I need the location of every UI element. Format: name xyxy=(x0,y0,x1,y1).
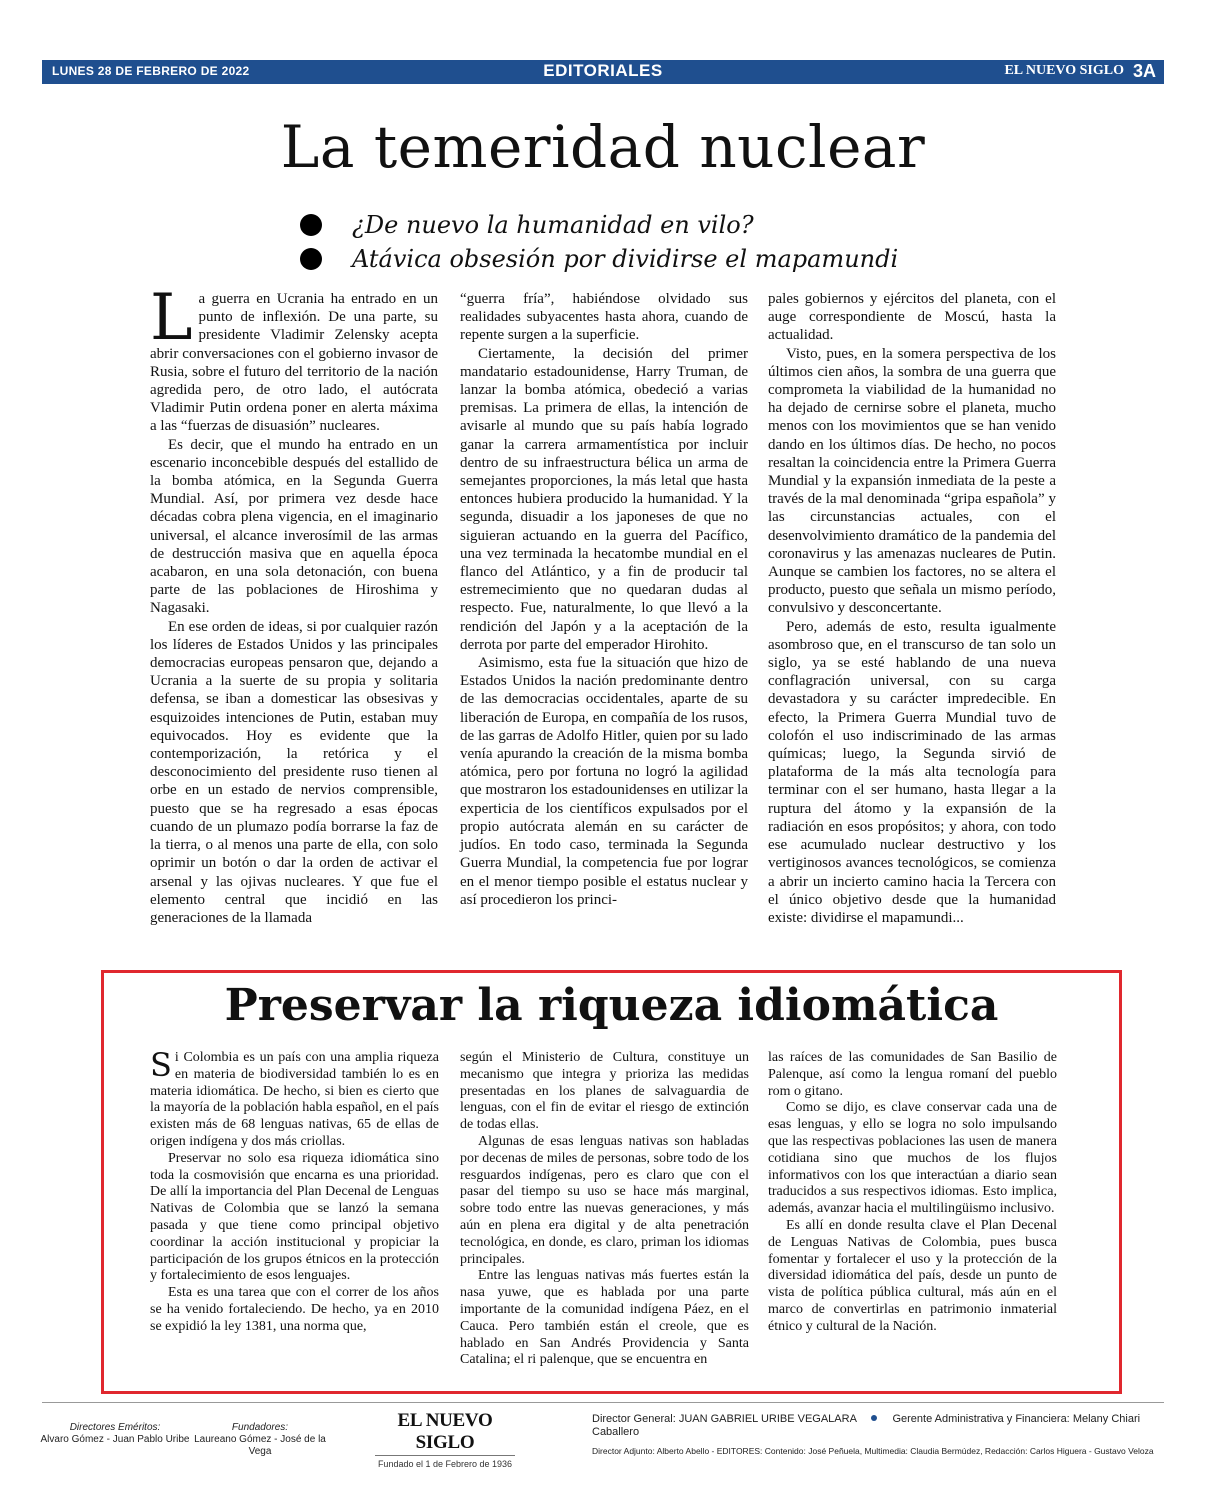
article2-column-1 xyxy=(150,1046,439,1336)
paragraph: según el Ministerio de Cultura, constituye un mecanismo que integra y prioriza las medidas presentadas en los planes de salvaguardia de lenguas, con el fin de evitar el riesgo de extinción de todas ellas. xyxy=(460,1050,749,1133)
subhead-row xyxy=(300,242,1000,276)
paragraph: “guerra fría”, habiéndose olvidado sus realidades subyacentes hasta ahora, cuando de repente surgen a la superficie. xyxy=(460,291,748,344)
bullet-dot-icon xyxy=(300,214,322,236)
paragraph: Ciertamente, la decisión del primer mandatario estadounidense, Harry Truman, de lanzar la bomba atómica, obedeció a varias premisas. La primera de ellas, la intención de avisarle al mundo que su país había logrado ganar la carrera armamentística por incluir dentro de su infraestructura bélica un arma de semejantes proporciones, la más letal que hasta entonces hubiera producido la humanidad. Y la segunda, disuadir a los japoneses de que no siguieran actuando en la guerra del Pacífico, una vez terminada la hecatombe mundial en el flanco del Atlántico, y a fin de producir tal estremecimiento que no quedaran dudas al respecto. Fue, naturalmente, lo que llevó a la rendición del Japón y a la aceptación de la derrota por parte del emperador Hirohito. xyxy=(460,345,748,653)
section-title: EDITORIALES xyxy=(543,61,663,80)
paragraph: Como se dijo, es clave conservar cada una de esas lenguas, y ello se logra no solo impulsando que las respectivas poblaciones las usen de manera cotidiana sino que muchos de los flujos informativos con los que interactúan a diario sean traducidos a sus respectivos idiomas. Esto implica, además, avanzar hacia el multilingüismo inclusivo. xyxy=(768,1100,1057,1217)
drop-cap: L xyxy=(150,281,193,355)
paragraph: Entre las lenguas nativas más fuertes están la nasa yuwe, que es hablada por una parte importante de la comunidad indígena Páez, en el Cauca. Pero también están el creole, que es hablado en San Andrés Providencia y Santa Catalina; el ri palenque, que se encuentra en xyxy=(460,1268,749,1368)
subhead-text: ¿De nuevo la humanidad en vilo? xyxy=(352,211,754,239)
founded-date: Fundado el 1 de Febrero de 1936 xyxy=(377,1459,513,1469)
gerente-name: Melany Chiari Caballero xyxy=(592,1413,1141,1438)
paragraph: Algunas de esas lenguas nativas son habladas por decenas de miles de personas, sobre todo de los resguardos indígenas, pero es claro que con el pasar del tiempo su uso se hace más marginal, sobre todo entre las nuevas generaciones, y más aún en plena era digital y de alta penetración tecnológica, en donde, es claro, priman los idiomas principales. xyxy=(460,1133,749,1267)
paragraph: Pero, además de esto, resulta igualmente asombroso que, en el transcurso de tan solo un siglo, ya se esté hablando de una nueva conflagración universal, con su carga devastadora y su carácter impredecible. En efecto, la Primera Guerra Mundial tuvo de colofón el uso indiscriminado de las armas químicas; luego, la Segunda sirvió de plataforma de la más alta tecnología para terminar con el ser humano, hasta llegar a la ruptura del átomo y la expansión de la radiación en esos propósitos; y ahora, con todo ese acumulado nuclear destructivo y los vertiginosos avances tecnológicos, se comienza a abrir un incierto camino hacia la Tercera con el único objetivo desde que la humanidad existe: dividirse el mapamundi... xyxy=(768,618,1056,926)
article2-column-2 xyxy=(460,1050,749,1369)
paragraph: Es decir, que el mundo ha entrado en un escenario inconcebible después del estallido de la bomba atómica, en la Segunda Guerra Mundial. Así, por primera vez desde hace décadas cobra plena vigencia, en el imaginario universal, el alcance inverosímil de las armas de destrucción masiva que en aquella época acabaron, en una sola detonación, con buena parte de las poblaciones de Hiroshima y Nagasaki. xyxy=(150,436,438,617)
paragraph: las raíces de las comunidades de San Basilio de Palenque, así como la lengua romaní del pueblo rom o gitano. xyxy=(768,1050,1057,1099)
subhead-text: Atávica obsesión por dividirse el mapamundi xyxy=(352,245,899,273)
article1-column-3 xyxy=(768,290,1056,927)
article2-column-3 xyxy=(768,1050,1057,1336)
paragraph: Si Colombia es un país con una amplia riqueza en materia de biodiversidad también lo es en materia idiomática. De hecho, si bien es cierto que la mayoría de la población habla español, en el país existen más de 68 lenguas nativas, 65 de ellas de origen indígena y dos más criollas. xyxy=(150,1046,439,1149)
paragraph: Asimismo, esta fue la situación que hizo de Estados Unidos la nación predominante dentro de las democracias occidentales, aparte de su liberación de Europa, en compañía de los rusos, de las garras de Adolfo Hitler, quien por su lado venía apurando la creación de la misma bomba atómica, pero por fortuna no logró la agilidad que mostraron los estadounidenses en utilizar la experticia de los científicos expulsados por el propio autócrata alemán en su carácter de judíos. En todo caso, terminada la Segunda Guerra Mundial, la competencia fue por lograr en el menor tiempo posible el estatus nuclear y así procedieron los princi- xyxy=(460,655,748,908)
fundadores: Fundadores: Laureano Gómez - José de la Vega xyxy=(194,1422,326,1457)
paragraph: Visto, pues, en la somera perspectiva de los últimos cien años, la sombra de una guerra que comprometa la viabilidad de la humanidad no ha dejado de cernirse sobre el planeta, mucho menos con los movimientos que se han venido dando en los últimos días. De hecho, no pocos resaltan la coincidencia entre la Primera Guerra Mundial y la expansión inmediata de la peste a través de la mal denominada “gripa española” y las circunstancias actuales, con el desenvolvimiento dramático de la pandemia del coronavirus y las amenazas nucleares de Putin. Aunque se cambien los factores, no se altera el producto, puesto que señala un mismo período, convulsivo y desconcertante. xyxy=(768,345,1056,617)
article1-column-1 xyxy=(150,281,438,927)
paragraph: En ese orden de ideas, si por cualquier razón los líderes de Estados Unidos y las principales democracias europeas pensaron que, dejando a Ucrania a la suerte de su propia y solitaria defensa, se iban a domesticar las obsesivas y esquizoides intenciones de Putin, estaban muy equivocados. Hoy es evidente que la contemporización, la retórica y el desconocimiento del presidente ruso tienen al orbe en un estado de nervios comprensible, puesto que se ha regresado a esas épocas cuando de un plumazo podía borrarse la faz de la tierra, o al menos una parte de ella, con solo oprimir un botón o dar la orden de activar el arsenal y las ojivas nucleares. Y que fue el elemento central que incidió en las generaciones de la llamada xyxy=(150,618,438,926)
gerente-label: Gerente Administrativa y Financiera: xyxy=(892,1413,1070,1425)
director-label: Director General: xyxy=(592,1413,676,1425)
page-number: 3A xyxy=(1132,61,1156,81)
article1-headline: La temeridad nuclear xyxy=(280,113,926,181)
article1-subheads xyxy=(300,208,1000,276)
paragraph: Preservar no solo esa riqueza idiomática sino toda la cosmovisión que encarna es una prioridad. De allí la importancia del Plan Decenal de Lenguas Nativas de Colombia que se lanzó la semana pasada y que tiene como principal objetivo coordinar la acción institucional y propiciar la participación de los grupos étnicos en la protección y fortalecimiento de esos lenguajes. xyxy=(150,1150,439,1284)
paragraph: Es allí en donde resulta clave el Plan Decenal de Lenguas Nativas de Colombia, pues busca fomentar y fortalecer el uso y la protección de la diversidad idiomática del país, desde un punto de vista de política pública cultural, más aún en el marco de convertirlas en patrimonio inmaterial étnico y cultural de la Nación. xyxy=(768,1217,1057,1334)
footer-divider xyxy=(42,1402,1164,1403)
director-name: JUAN GABRIEL URIBE VEGALARA xyxy=(678,1413,857,1425)
article2-headline: Preservar la riqueza idiomática xyxy=(224,980,999,1031)
subhead-row xyxy=(300,208,1000,242)
section-header-bar xyxy=(42,60,1164,84)
separator-dot-icon xyxy=(871,1415,877,1421)
directores-emeritos: Directores Eméritos: Alvaro Gómez - Juan Pablo Uribe xyxy=(40,1422,190,1445)
paragraph: La guerra en Ucrania ha entrado en un punto de inflexión. De una parte, su presidente Vladimir Zelensky acepta abrir conversaciones con el gobierno invasor de Rusia, sobre el futuro del territorio de la nación agredida pero, de otro lado, el autócrata Vladimir Putin ordena poner en alerta máxima a las “fuerzas de disuasión” nucleares. xyxy=(150,281,438,435)
bullet-dot-icon xyxy=(300,248,322,270)
paragraph: pales gobiernos y ejércitos del planeta, con el auge correspondiente de Moscú, hasta la actualidad. xyxy=(768,291,1056,344)
newspaper-brand: EL NUEVO SIGLO xyxy=(1004,63,1124,78)
drop-cap: S xyxy=(150,1046,172,1084)
newspaper-logo: EL NUEVO SIGLO Fundado el 1 de Febrero de 1936 xyxy=(375,1410,515,1469)
article1-column-2 xyxy=(460,290,748,909)
editors-line: Director Adjunto: Alberto Abello - EDITORES: Contenido: José Peñuela, Multimedia: Claudia Bermúdez, Redacción: Carlos Higuera - Gustavo Veloza xyxy=(592,1446,1154,1456)
issue-date: LUNES 28 DE FEBRERO DE 2022 xyxy=(52,64,250,78)
staff-credits xyxy=(592,1413,1152,1458)
paragraph: Esta es una tarea que con el correr de los años se ha venido fortaleciendo. De hecho, ya en 2010 se expidió la ley 1381, una norma que, xyxy=(150,1285,439,1334)
